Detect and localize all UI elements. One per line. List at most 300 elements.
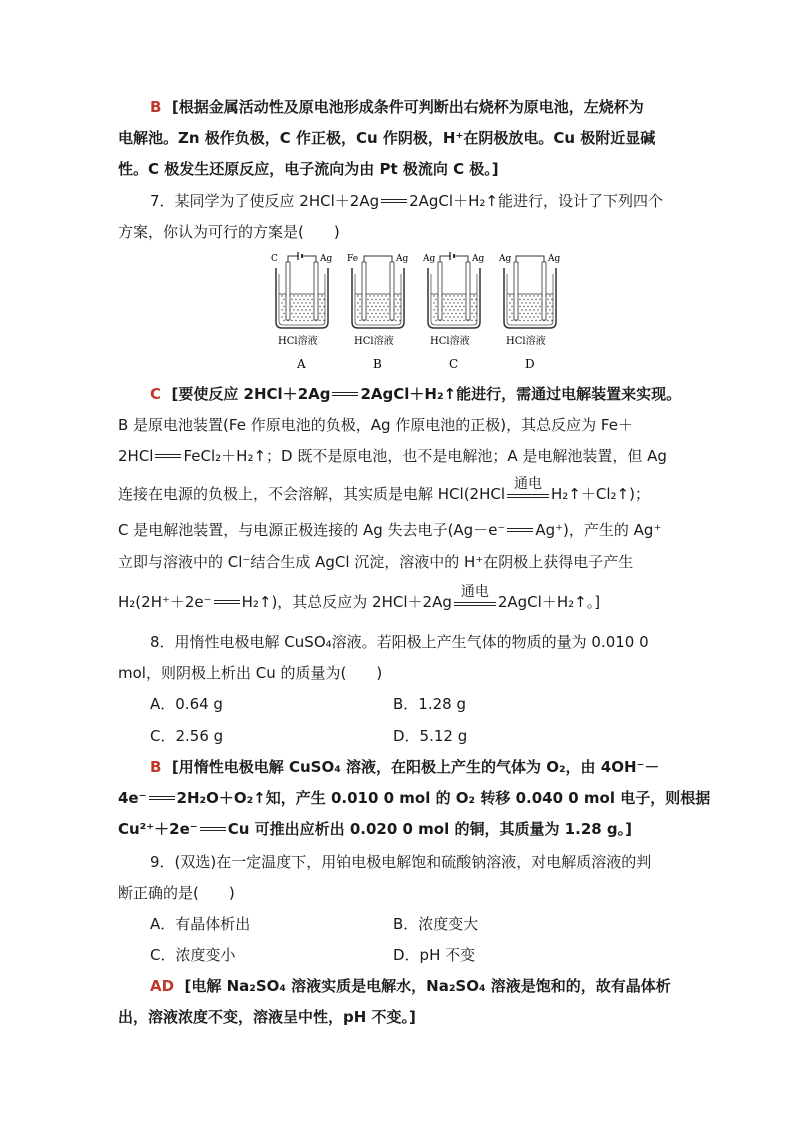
q9-option-b: B．浓度变大 bbox=[393, 915, 479, 933]
right-electrode bbox=[542, 262, 546, 320]
left-electrode bbox=[286, 262, 290, 320]
solution-dot bbox=[453, 309, 454, 310]
solution-dot bbox=[375, 299, 376, 300]
solution-dot bbox=[509, 295, 510, 296]
solution-dot bbox=[283, 299, 284, 300]
solution-dot bbox=[529, 309, 530, 310]
condition-label: 通电 bbox=[514, 476, 543, 492]
solution-dot bbox=[475, 299, 476, 300]
solution-dot bbox=[459, 320, 460, 321]
q6-answer-line-3: 性。C 极发生还原反应，电子流向为由 Pt 极流向 C 极。] bbox=[118, 160, 499, 178]
q7-answer-line-2: B 是原电池装置(Fe 作原电池的负极，Ag 作原电池的正极)，其总反应为 Fe＋ bbox=[118, 416, 633, 434]
solution-dot bbox=[283, 320, 284, 321]
solution-dot bbox=[519, 313, 520, 314]
left-electrode-label: Fe bbox=[347, 254, 359, 264]
solution-dot bbox=[281, 295, 282, 296]
solution-dot bbox=[455, 320, 456, 321]
solution-dot bbox=[307, 313, 308, 314]
solution-dot bbox=[551, 320, 552, 321]
solution-dot bbox=[301, 302, 302, 303]
solution-dot bbox=[473, 316, 474, 317]
q7-answer-text-7a: H₂(2H⁺＋2e⁻ bbox=[118, 593, 212, 611]
solution-dot bbox=[455, 306, 456, 307]
solution-dot bbox=[527, 313, 528, 314]
solution-dot bbox=[305, 316, 306, 317]
solution-dot bbox=[397, 302, 398, 303]
solution-dot bbox=[551, 313, 552, 314]
q8-option-c: C．2.56 g bbox=[150, 727, 224, 745]
solution-dot bbox=[547, 299, 548, 300]
solution-dot bbox=[301, 295, 302, 296]
beaker-outline bbox=[504, 268, 556, 328]
solution-dot bbox=[383, 320, 384, 321]
solution-dot bbox=[443, 306, 444, 307]
solution-dot bbox=[447, 320, 448, 321]
solution-dot bbox=[379, 299, 380, 300]
solution-dot bbox=[449, 302, 450, 303]
solution-dot bbox=[523, 313, 524, 314]
q7-answer-text-5a: C 是电解池装置，与电源正极连接的 Ag 失去电子(Ag－e⁻ bbox=[118, 521, 506, 539]
solution-dot bbox=[299, 299, 300, 300]
beaker-setup-b bbox=[347, 254, 408, 371]
solution-dot bbox=[281, 309, 282, 310]
solution-dot bbox=[283, 306, 284, 307]
solution-dot bbox=[531, 320, 532, 321]
q7-answer-line-4 bbox=[118, 476, 650, 505]
q7-answer-line-6: 立即与溶液中的 Cl⁻结合生成 AgCl 沉淀，溶液中的 H⁺在阴极上获得电子产生 bbox=[118, 553, 634, 571]
solution-dot bbox=[397, 295, 398, 296]
q8-answer-line-3 bbox=[118, 818, 632, 840]
solution-dot bbox=[319, 306, 320, 307]
solution-dot bbox=[377, 295, 378, 296]
solution-dot bbox=[463, 313, 464, 314]
solution-dot bbox=[443, 320, 444, 321]
solution-dot bbox=[447, 313, 448, 314]
solution-dot bbox=[519, 299, 520, 300]
q7-answer-text-3b: FeCl₂＋H₂↑；D 既不是原电池，也不是电解池；A 是电解池装置，但 Ag bbox=[183, 447, 667, 465]
beaker-setup-a bbox=[271, 252, 332, 371]
solution-dot bbox=[323, 299, 324, 300]
solution-dot bbox=[295, 320, 296, 321]
solution-dot bbox=[373, 309, 374, 310]
solution-dot bbox=[295, 299, 296, 300]
solution-dot bbox=[445, 295, 446, 296]
q6-answer-text-1: [根据金属活动性及原电池形成条件可判断出右烧杯为原电池，左烧杯为 bbox=[171, 98, 644, 116]
equals-sign bbox=[379, 190, 409, 212]
right-electrode-label: Ag bbox=[472, 254, 485, 264]
solution-dot bbox=[305, 309, 306, 310]
solution-dot bbox=[309, 295, 310, 296]
solution-dot bbox=[471, 306, 472, 307]
q7-answer-text-5b: Ag⁺)，产生的 Ag⁺ bbox=[535, 521, 662, 539]
solution-dot bbox=[359, 306, 360, 307]
solution-dot bbox=[471, 299, 472, 300]
solution-dot bbox=[461, 302, 462, 303]
solution-label: HCl溶液 bbox=[354, 336, 394, 347]
solution-dot bbox=[539, 313, 540, 314]
q8-answer-text-1: [用惰性电极电解 CuSO₄ 溶液，在阳极上产生的气体为 O₂，由 4OH⁻－ bbox=[171, 758, 660, 776]
solution-dot bbox=[301, 309, 302, 310]
q8-question-line-2: mol，则阴极上析出 Cu 的质量为( ) bbox=[118, 664, 383, 682]
solution-dot bbox=[523, 299, 524, 300]
solution-dot bbox=[475, 313, 476, 314]
equals-sign bbox=[330, 383, 360, 405]
solution-dot bbox=[367, 313, 368, 314]
solution-dot bbox=[371, 299, 372, 300]
solution-dot bbox=[385, 302, 386, 303]
beaker-outline bbox=[276, 268, 328, 328]
left-electrode bbox=[438, 262, 442, 320]
solution-dot bbox=[381, 302, 382, 303]
solution-dot bbox=[455, 313, 456, 314]
solution-dot bbox=[551, 306, 552, 307]
right-electrode-label: Ag bbox=[320, 254, 333, 264]
battery-gap bbox=[451, 255, 453, 257]
solution-dot bbox=[383, 313, 384, 314]
solution-dot bbox=[371, 320, 372, 321]
solution-dot bbox=[547, 320, 548, 321]
q8-option-b: B．1.28 g bbox=[393, 695, 466, 713]
solution-dot bbox=[531, 299, 532, 300]
solution-dot bbox=[297, 295, 298, 296]
q7-answer-text-4b: H₂↑＋Cl₂↑)； bbox=[551, 485, 650, 503]
solution-dot bbox=[533, 316, 534, 317]
solution-dot bbox=[525, 295, 526, 296]
solution-dot bbox=[387, 313, 388, 314]
solution-dot bbox=[531, 306, 532, 307]
solution-dot bbox=[303, 320, 304, 321]
solution-dot bbox=[547, 306, 548, 307]
solution-dot bbox=[537, 295, 538, 296]
solution-dot bbox=[549, 309, 550, 310]
solution-dot bbox=[293, 295, 294, 296]
solution-dot bbox=[433, 302, 434, 303]
q9-answer-line-1 bbox=[150, 975, 671, 997]
left-electrode-label: Ag bbox=[423, 254, 436, 264]
solution-dot bbox=[461, 309, 462, 310]
solution-label: HCl溶液 bbox=[430, 336, 470, 347]
solution-dot bbox=[321, 316, 322, 317]
solution-dot bbox=[533, 302, 534, 303]
solution-dot bbox=[509, 309, 510, 310]
solution-dot bbox=[387, 299, 388, 300]
solution-dot bbox=[367, 299, 368, 300]
solution-dot bbox=[291, 320, 292, 321]
solution-dot bbox=[293, 316, 294, 317]
solution-dot bbox=[297, 316, 298, 317]
q9-question-line-1: 9．(双选)在一定温度下，用铂电极电解饱和硫酸钠溶液，对电解质溶液的判 bbox=[150, 853, 652, 871]
beaker-outline bbox=[352, 268, 404, 328]
solution-dot bbox=[367, 320, 368, 321]
solution-dot bbox=[457, 295, 458, 296]
solution-dot bbox=[451, 299, 452, 300]
solution-dot bbox=[311, 320, 312, 321]
left-electrode bbox=[514, 262, 518, 320]
solution-dot bbox=[299, 320, 300, 321]
q7-question-line-1 bbox=[150, 190, 663, 212]
q6-answer-line-1 bbox=[150, 96, 644, 118]
equals-sign bbox=[212, 591, 242, 613]
solution-dot bbox=[529, 302, 530, 303]
solution-dot bbox=[535, 313, 536, 314]
q7-answer-line-1 bbox=[150, 383, 681, 405]
solution-dot bbox=[447, 299, 448, 300]
solution-dot bbox=[377, 309, 378, 310]
solution-dot bbox=[309, 309, 310, 310]
solution-dot bbox=[399, 299, 400, 300]
solution-dot bbox=[473, 309, 474, 310]
q8-answer-line-2 bbox=[118, 787, 710, 809]
solution-dot bbox=[297, 302, 298, 303]
q7-answer-line-7 bbox=[118, 584, 601, 613]
q8-answer-text-3b: Cu 可推出应析出 0.020 0 mol 的铜，其质量为 1.28 g。] bbox=[227, 820, 633, 838]
solution-dot bbox=[293, 309, 294, 310]
solution-dot bbox=[435, 313, 436, 314]
solution-dot bbox=[281, 316, 282, 317]
solution-dot bbox=[379, 320, 380, 321]
beaker-setup-d bbox=[498, 254, 560, 371]
solution-dot bbox=[521, 316, 522, 317]
solution-dot bbox=[537, 316, 538, 317]
equals-sign bbox=[153, 445, 183, 467]
solution-dot bbox=[449, 295, 450, 296]
solution-dot bbox=[371, 313, 372, 314]
q7-answer-line-3 bbox=[118, 445, 667, 467]
solution-dot bbox=[521, 309, 522, 310]
solution-dot bbox=[303, 313, 304, 314]
solution-dot bbox=[369, 295, 370, 296]
solution-dot bbox=[381, 316, 382, 317]
q7-answer-line-5 bbox=[118, 519, 661, 541]
solution-dot bbox=[549, 316, 550, 317]
solution-dot bbox=[531, 313, 532, 314]
solution-dot bbox=[533, 295, 534, 296]
solution-dot bbox=[511, 299, 512, 300]
solution-dot bbox=[463, 320, 464, 321]
q8-answer-text-3a: Cu²⁺＋2e⁻ bbox=[118, 820, 198, 838]
solution-dot bbox=[525, 302, 526, 303]
solution-dot bbox=[311, 306, 312, 307]
solution-dot bbox=[449, 316, 450, 317]
q8-answer-line-1 bbox=[150, 756, 659, 778]
solution-dot bbox=[471, 320, 472, 321]
solution-dot bbox=[381, 295, 382, 296]
q7-answer-text-1a: [要使反应 2HCl＋2Ag bbox=[171, 385, 331, 403]
solution-dot bbox=[395, 313, 396, 314]
solution-dot bbox=[311, 313, 312, 314]
solution-dot bbox=[397, 309, 398, 310]
solution-dot bbox=[435, 320, 436, 321]
solution-dot bbox=[359, 299, 360, 300]
solution-dot bbox=[451, 306, 452, 307]
option-label: B bbox=[373, 357, 382, 371]
solution-dot bbox=[433, 316, 434, 317]
solution-dot bbox=[551, 299, 552, 300]
solution-dot bbox=[379, 313, 380, 314]
solution-dot bbox=[385, 295, 386, 296]
right-electrode bbox=[466, 262, 470, 320]
option-label: A bbox=[297, 357, 306, 371]
solution-dot bbox=[519, 306, 520, 307]
q7-question-line-2: 方案，你认为可行的方案是( ) bbox=[118, 223, 340, 241]
equals-sign bbox=[198, 818, 228, 840]
solution-dot bbox=[435, 306, 436, 307]
solution-dot bbox=[549, 302, 550, 303]
q7-answer-text-1b: 2AgCl＋H₂↑能进行，需通过电解装置来实现。 bbox=[360, 385, 682, 403]
solution-dot bbox=[449, 309, 450, 310]
q7-text-1a: 7．某同学为了使反应 2HCl＋2Ag bbox=[150, 192, 380, 210]
solution-dot bbox=[451, 320, 452, 321]
solution-dot bbox=[309, 316, 310, 317]
right-electrode-label: Ag bbox=[396, 254, 409, 264]
solution-label: HCl溶液 bbox=[278, 336, 318, 347]
connecting-wire bbox=[516, 256, 544, 262]
solution-dot bbox=[387, 306, 388, 307]
solution-dot bbox=[461, 295, 462, 296]
solution-dot bbox=[523, 320, 524, 321]
solution-dot bbox=[319, 320, 320, 321]
solution-dot bbox=[535, 299, 536, 300]
solution-dot bbox=[399, 313, 400, 314]
solution-dot bbox=[299, 306, 300, 307]
solution-dot bbox=[295, 306, 296, 307]
solution-dot bbox=[385, 309, 386, 310]
solution-dot bbox=[359, 313, 360, 314]
solution-dot bbox=[453, 316, 454, 317]
solution-dot bbox=[301, 316, 302, 317]
solution-dot bbox=[323, 313, 324, 314]
solution-dot bbox=[509, 316, 510, 317]
solution-dot bbox=[459, 299, 460, 300]
solution-dot bbox=[311, 299, 312, 300]
condition-label: 通电 bbox=[460, 584, 489, 600]
solution-dot bbox=[475, 306, 476, 307]
solution-dot bbox=[447, 306, 448, 307]
solution-dot bbox=[445, 309, 446, 310]
solution-dot bbox=[303, 299, 304, 300]
solution-dot bbox=[463, 299, 464, 300]
q7-answer-text-7b: H₂↑)，其总反应为 2HCl＋2Ag bbox=[241, 593, 452, 611]
solution-dot bbox=[443, 313, 444, 314]
solution-dot bbox=[291, 299, 292, 300]
q8-option-a: A．0.64 g bbox=[150, 695, 223, 713]
q9-answer-text-1: [电解 Na₂SO₄ 溶液实质是电解水，Na₂SO₄ 溶液是饱和的，故有晶体析 bbox=[184, 977, 671, 995]
solution-dot bbox=[305, 302, 306, 303]
solution-dot bbox=[369, 316, 370, 317]
solution-dot bbox=[291, 306, 292, 307]
solution-dot bbox=[459, 313, 460, 314]
solution-dot bbox=[457, 309, 458, 310]
solution-dot bbox=[547, 313, 548, 314]
option-label: D bbox=[525, 357, 535, 371]
solution-dot bbox=[459, 306, 460, 307]
solution-dot bbox=[525, 309, 526, 310]
solution-dot bbox=[385, 316, 386, 317]
solution-dot bbox=[445, 302, 446, 303]
q8-answer-text-2a: 4e⁻ bbox=[118, 789, 147, 807]
solution-dot bbox=[511, 320, 512, 321]
solution-dot bbox=[291, 313, 292, 314]
q7-answer-text-4a: 连接在电源的负极上，不会溶解，其实质是电解 HCl(2HCl bbox=[118, 485, 506, 503]
q9-option-c: C．浓度变小 bbox=[150, 946, 236, 964]
solution-dot bbox=[283, 313, 284, 314]
solution-dot bbox=[443, 299, 444, 300]
solution-dot bbox=[473, 295, 474, 296]
solution-dot bbox=[357, 316, 358, 317]
solution-dot bbox=[375, 320, 376, 321]
solution-dot bbox=[323, 320, 324, 321]
electrolysis-condition-arrow bbox=[452, 584, 498, 613]
solution-dot bbox=[525, 316, 526, 317]
solution-dot bbox=[529, 295, 530, 296]
equals-sign bbox=[505, 519, 535, 541]
solution-dot bbox=[373, 295, 374, 296]
q7-text-1b: 2AgCl＋H₂↑能进行，设计了下列四个 bbox=[409, 192, 663, 210]
option-label: C bbox=[449, 357, 459, 371]
solution-dot bbox=[319, 299, 320, 300]
q7-electrolysis-figure bbox=[270, 252, 560, 374]
solution-dot bbox=[527, 320, 528, 321]
solution-dot bbox=[375, 306, 376, 307]
left-electrode-label: C bbox=[271, 254, 278, 264]
solution-dot bbox=[433, 295, 434, 296]
right-electrode-label: Ag bbox=[548, 254, 560, 264]
left-electrode bbox=[362, 262, 366, 320]
solution-dot bbox=[539, 306, 540, 307]
solution-dot bbox=[357, 309, 358, 310]
solution-dot bbox=[511, 306, 512, 307]
solution-dot bbox=[511, 313, 512, 314]
solution-dot bbox=[381, 309, 382, 310]
solution-dot bbox=[395, 320, 396, 321]
solution-dot bbox=[371, 306, 372, 307]
solution-dot bbox=[457, 302, 458, 303]
solution-dot bbox=[537, 302, 538, 303]
solution-dot bbox=[471, 313, 472, 314]
solution-dot bbox=[357, 295, 358, 296]
solution-dot bbox=[297, 309, 298, 310]
solution-dot bbox=[307, 299, 308, 300]
q6-answer-letter: B bbox=[150, 98, 162, 116]
solution-dot bbox=[373, 316, 374, 317]
solution-dot bbox=[533, 309, 534, 310]
solution-dot bbox=[395, 306, 396, 307]
solution-dot bbox=[321, 295, 322, 296]
q7-answer-letter: C bbox=[150, 385, 162, 403]
solution-dot bbox=[527, 299, 528, 300]
solution-dot bbox=[383, 306, 384, 307]
solution-dot bbox=[463, 306, 464, 307]
beaker-setup-c bbox=[422, 252, 484, 371]
solution-dot bbox=[323, 306, 324, 307]
solution-dot bbox=[377, 302, 378, 303]
q7-answer-text-3a: 2HCl bbox=[118, 447, 154, 465]
right-electrode bbox=[390, 262, 394, 320]
connecting-wire bbox=[364, 256, 392, 262]
solution-dot bbox=[281, 302, 282, 303]
solution-dot bbox=[399, 306, 400, 307]
solution-dot bbox=[383, 299, 384, 300]
solution-dot bbox=[461, 316, 462, 317]
q7-answer-text-7c: 2AgCl＋H₂↑。] bbox=[497, 593, 601, 611]
solution-dot bbox=[369, 309, 370, 310]
q8-answer-letter: B bbox=[150, 758, 162, 776]
solution-dot bbox=[433, 309, 434, 310]
solution-dot bbox=[387, 320, 388, 321]
battery-gap bbox=[299, 255, 301, 257]
solution-dot bbox=[321, 302, 322, 303]
solution-dot bbox=[435, 299, 436, 300]
